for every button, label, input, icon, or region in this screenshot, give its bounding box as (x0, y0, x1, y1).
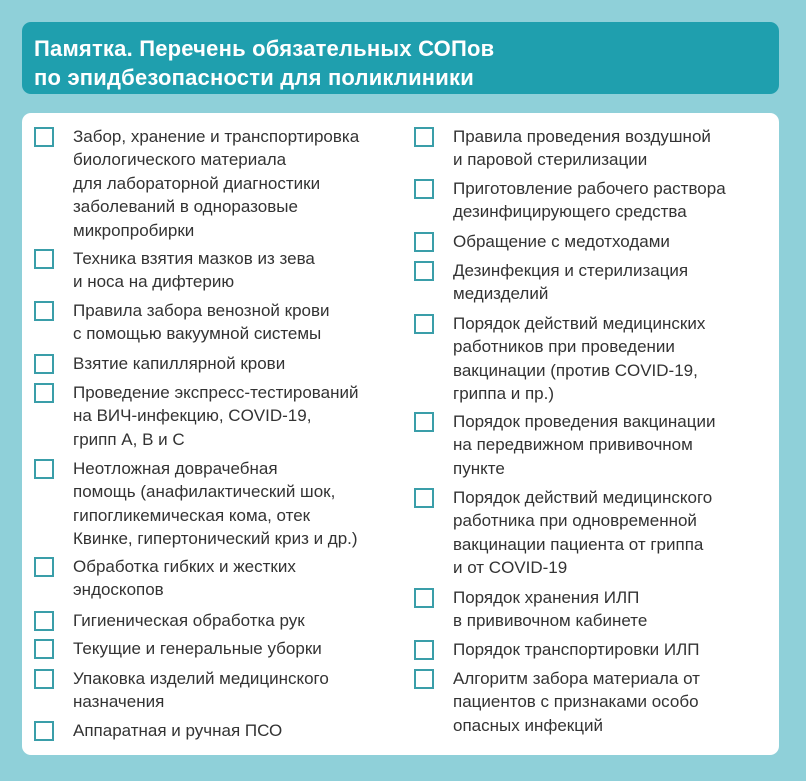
checklist-item-label: Правила проведения воздушной и паровой стерилизации (453, 127, 711, 170)
checkbox[interactable] (414, 669, 434, 689)
checklist-item[interactable] (414, 638, 699, 661)
checklist-item-label: Текущие и генеральные уборки (73, 639, 322, 658)
checklist-item-label: Взятие капиллярной крови (73, 354, 286, 373)
checklist-item-label: Порядок действий медицинского работника при одновременной вакцинации пациента от гриппа и от COVID-19 (453, 488, 713, 578)
checkbox[interactable] (414, 179, 434, 199)
checklist-item[interactable] (34, 719, 282, 742)
checklist-item-label: Дезинфекция и стерилизация медизделий (453, 261, 689, 304)
checkbox[interactable] (34, 639, 54, 659)
checkbox[interactable] (414, 640, 434, 660)
checklist-item-label: Порядок транспортировки ИЛП (453, 640, 700, 659)
checklist-item[interactable] (34, 667, 329, 714)
page-title-line-1: Памятка. Перечень обязательных СОПов (34, 36, 495, 61)
checkbox[interactable] (34, 721, 54, 741)
checklist-item[interactable] (34, 637, 322, 660)
checkbox[interactable] (414, 412, 434, 432)
checklist-item-label: Упаковка изделий медицинского назначения (73, 669, 329, 712)
checklist-item-label: Техника взятия мазков из зева и носа на дифтерию (73, 249, 315, 292)
checklist-item[interactable] (414, 312, 705, 406)
checklist-item-label: Приготовление рабочего раствора дезинфицирующего средства (453, 179, 726, 222)
checklist-item[interactable] (34, 299, 330, 346)
checklist-item-label: Гигиеническая обработка рук (73, 611, 305, 630)
checklist-item[interactable] (414, 230, 670, 253)
checklist-item[interactable] (414, 125, 711, 172)
checkbox[interactable] (34, 557, 54, 577)
checklist-item[interactable] (34, 125, 359, 242)
checklist-item[interactable] (34, 247, 315, 294)
checklist-item-label: Аппаратная и ручная ПСО (73, 721, 283, 740)
checklist-item[interactable] (414, 410, 715, 480)
checkbox[interactable] (34, 383, 54, 403)
checklist-item[interactable] (414, 667, 700, 737)
checklist-item-label: Неотложная доврачебная помощь (анафилактический шок, гипогликемическая кома, отек Квинке, гипертонический криз и др.) (73, 459, 358, 549)
checkbox[interactable] (34, 459, 54, 479)
checklist-item[interactable] (34, 352, 285, 375)
checklist-card (22, 113, 779, 755)
checkbox[interactable] (414, 488, 434, 508)
checklist-item[interactable] (34, 609, 305, 632)
checklist-item-label: Проведение экспресс-тестирований на ВИЧ-инфекцию, COVID-19, грипп А, В и С (73, 383, 359, 449)
checkbox[interactable] (34, 301, 54, 321)
checkbox[interactable] (414, 261, 434, 281)
page-title-line-2: по эпидбезопасности для поликлиники (34, 65, 474, 90)
checklist-item[interactable] (414, 259, 688, 306)
checklist-item[interactable] (414, 586, 647, 633)
checklist-item-label: Порядок хранения ИЛП в прививочном кабинете (453, 588, 648, 631)
checklist-item-label: Порядок проведения вакцинации на передвижном прививочном пункте (453, 412, 716, 478)
checkbox[interactable] (34, 611, 54, 631)
checklist-item-label: Обработка гибких и жестких эндоскопов (73, 557, 296, 600)
checkbox[interactable] (414, 127, 434, 147)
checkbox[interactable] (34, 669, 54, 689)
checkbox[interactable] (34, 127, 54, 147)
checklist-item[interactable] (414, 177, 726, 224)
checkbox[interactable] (34, 354, 54, 374)
checklist-item[interactable] (34, 555, 296, 602)
checklist-item[interactable] (34, 457, 358, 551)
checkbox[interactable] (414, 314, 434, 334)
checkbox[interactable] (414, 232, 434, 252)
checklist-item-label: Правила забора венозной крови с помощью вакуумной системы (73, 301, 330, 344)
checklist-item[interactable] (414, 486, 712, 580)
checklist-item-label: Забор, хранение и транспортировка биологического материала для лабораторной диагностики заболеваний в одноразовые микропробирки (73, 127, 360, 240)
checklist-item-label: Обращение с медотходами (453, 232, 670, 251)
title-banner (22, 22, 779, 94)
checklist-item-label: Порядок действий медицинских работников при проведении вакцинации (против COVID-19, гриппа и пр.) (453, 314, 706, 404)
checkbox[interactable] (414, 588, 434, 608)
checkbox[interactable] (34, 249, 54, 269)
checklist-item[interactable] (34, 381, 358, 451)
checklist-item-label: Алгоритм забора материала от пациентов с признаками особо опасных инфекций (453, 669, 700, 735)
